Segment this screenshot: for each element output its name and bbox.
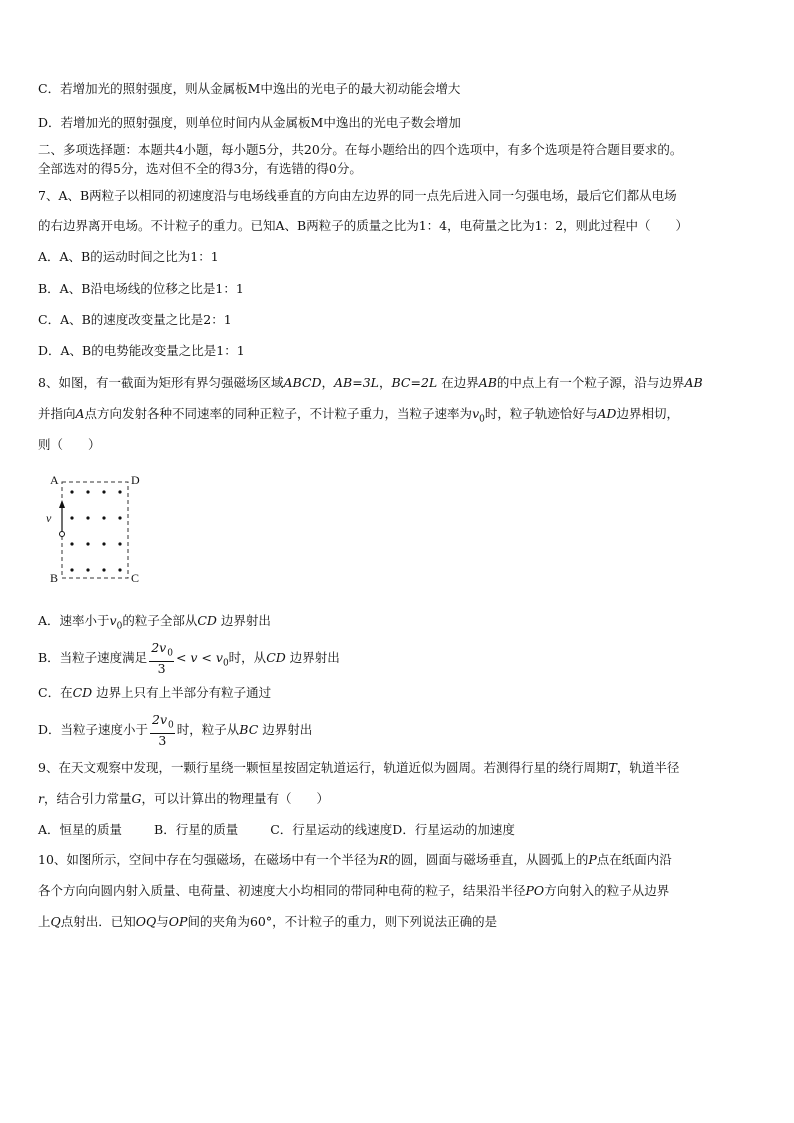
label-c: C bbox=[131, 571, 140, 585]
field-boundary bbox=[62, 482, 128, 578]
field-dot bbox=[118, 568, 121, 571]
q9-option-a: A．恒星的质量 bbox=[38, 822, 123, 837]
fraction: $\frac{2v_0}{3}$ bbox=[151, 640, 173, 676]
particle-source bbox=[60, 532, 65, 537]
q9-option-b: B．行星的质量 bbox=[154, 822, 239, 837]
q7-option-c: C．A、B的速度改变量之比是2：1 bbox=[38, 312, 232, 327]
field-dot bbox=[86, 542, 89, 545]
field-dot bbox=[118, 542, 121, 545]
field-dot bbox=[102, 490, 105, 493]
field-dot bbox=[70, 490, 73, 493]
q7-stem-1: 7、A、B两粒子以相同的初速度沿与电场线垂直的方向由左边界的同一点先后进入同一匀强电场，最后它们都从电场 bbox=[38, 188, 677, 203]
field-dot bbox=[86, 568, 89, 571]
q8-stem-2: 并指向A点方向发射各种不同速率的同种正粒子，不计粒子重力，当粒子速率为$v_0$时，粒子轨迹恰好与AD边界相切， bbox=[38, 406, 679, 425]
q10-stem-2: 各个方向向圆内射入质量、电荷量、初速度大小均相同的带同种电荷的粒子，结果沿半径PO方向射入的粒子从边界 bbox=[38, 883, 670, 898]
q8-option-b: B．当粒子速度满足 $\frac{2v_0}{3}$ < $v < v_0$时，从CD 边界射出 bbox=[38, 640, 340, 676]
q8-stem-3: 则（ ） bbox=[38, 437, 101, 452]
q7-option-a: A．A、B的运动时间之比为1：1 bbox=[38, 249, 219, 264]
field-dot bbox=[102, 542, 105, 545]
q9-options bbox=[38, 821, 758, 839]
field-dot bbox=[86, 516, 89, 519]
field-dot bbox=[118, 490, 121, 493]
q8-stem-1: 8、如图，有一截面为矩形有界匀强磁场区域ABCD，AB=3L，BC=2L 在边界AB的中点上有一个粒子源，沿与边界AB bbox=[38, 375, 703, 390]
field-dot bbox=[70, 542, 73, 545]
section-scoring: 全部选对的得5分，选对但不全的得3分，有选错的得0分。 bbox=[38, 161, 362, 176]
q8-option-d: D．当粒子速度小于 $\frac{2v_0}{3}$ 时，粒子从BC 边界射出 bbox=[38, 712, 313, 748]
magnetic-field-figure bbox=[44, 470, 154, 590]
q7-stem-2: 的右边界离开电场。不计粒子的重力。已知A、B两粒子的质量之比为1：4，电荷量之比为1：2，则此过程中（ ） bbox=[38, 218, 689, 233]
label-d: D bbox=[131, 473, 140, 487]
q9-option-d: D．行星运动的加速度 bbox=[392, 822, 515, 837]
label-b: B bbox=[50, 571, 59, 585]
label-a: A bbox=[50, 473, 59, 487]
q8-option-c: C．在CD 边界上只有上半部分有粒子通过 bbox=[38, 685, 272, 700]
q6-option-c: C．若增加光的照射强度，则从金属板M中逸出的光电子的最大初动能会增大 bbox=[38, 81, 461, 96]
q9-option-c: C．行星运动的线速度 bbox=[270, 822, 393, 837]
q7-option-d: D．A、B的电势能改变量之比是1：1 bbox=[38, 343, 245, 358]
section-heading: 二、多项选择题：本题共4小题，每小题5分，共20分。在每小题给出的四个选项中，有多个选项是符合题目要求的。 bbox=[38, 142, 683, 157]
q6-option-d: D．若增加光的照射强度，则单位时间内从金属板M中逸出的光电子数会增加 bbox=[38, 115, 461, 130]
label-v: v bbox=[46, 511, 52, 525]
velocity-arrowhead bbox=[59, 500, 65, 508]
field-dots bbox=[70, 490, 121, 571]
field-dot bbox=[70, 568, 73, 571]
field-dot bbox=[102, 568, 105, 571]
q8-option-a: A．速率小于$v_0$的粒子全部从CD 边界射出 bbox=[38, 613, 271, 632]
field-dot bbox=[102, 516, 105, 519]
q9-stem-2: r，结合引力常量G，可以计算出的物理量有（ ） bbox=[38, 791, 330, 806]
q10-stem-3: 上Q点射出．已知OQ与OP间的夹角为60°，不计粒子的重力，则下列说法正确的是 bbox=[38, 914, 498, 929]
field-dot bbox=[70, 516, 73, 519]
q9-stem-1: 9、在天文观察中发现，一颗行星绕一颗恒星按固定轨道运行，轨道近似为圆周。若测得行星的绕行周期T，轨道半径 bbox=[38, 760, 680, 775]
q10-stem-1: 10、如图所示，空间中存在匀强磁场，在磁场中有一个半径为R的圆，圆面与磁场垂直，从圆弧上的P点在纸面内沿 bbox=[38, 852, 672, 867]
field-dot bbox=[118, 516, 121, 519]
field-dot bbox=[86, 490, 89, 493]
q7-option-b: B．A、B沿电场线的位移之比是1：1 bbox=[38, 281, 244, 296]
fraction: $\frac{2v_0}{3}$ bbox=[152, 712, 174, 748]
